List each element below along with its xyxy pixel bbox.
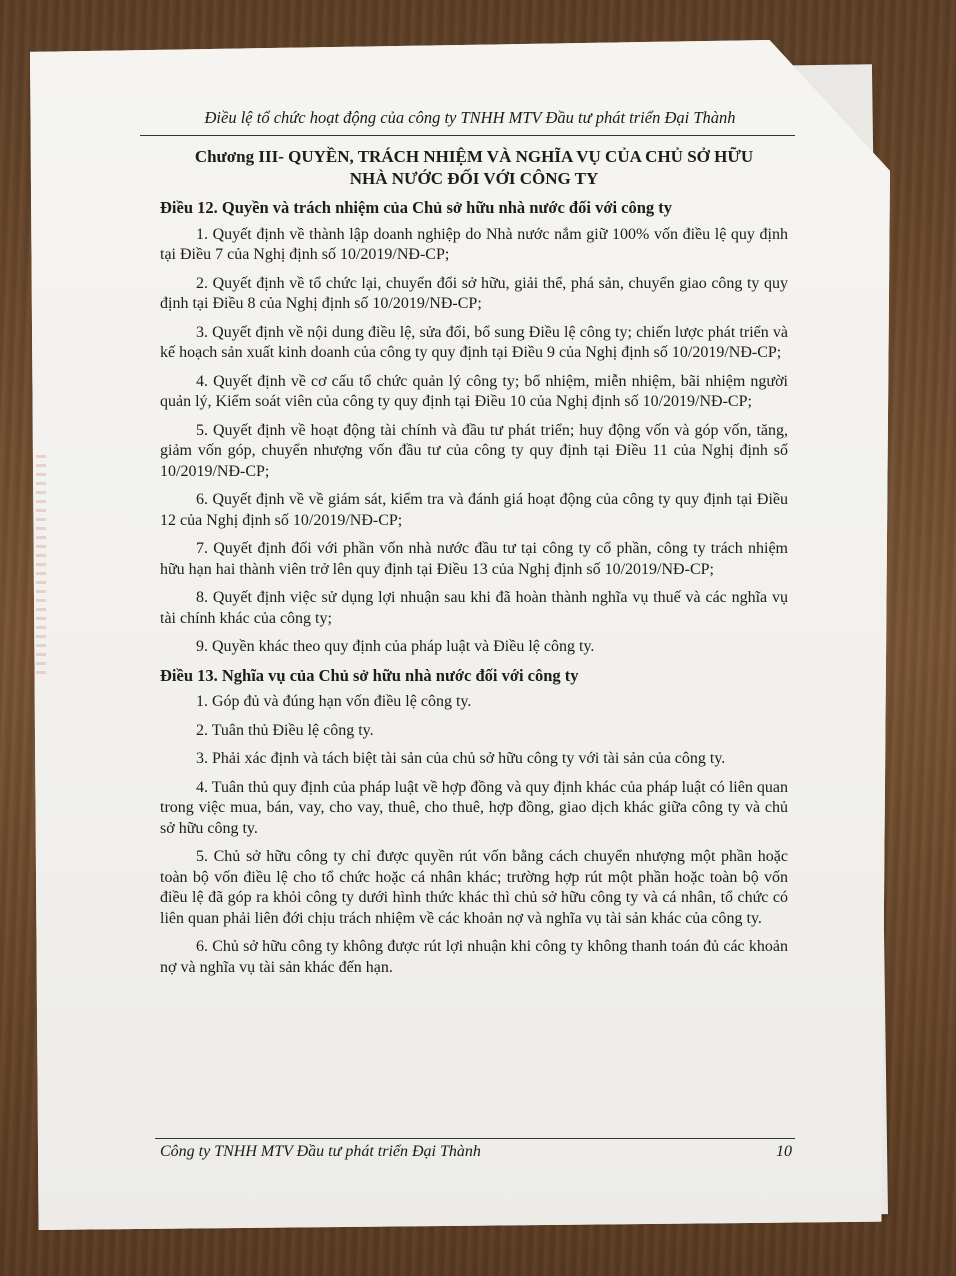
- footer-company: Công ty TNHH MTV Đầu tư phát triển Đại Thành: [160, 1143, 481, 1160]
- running-footer: [160, 1143, 792, 1161]
- article-13-item: 2. Tuân thủ Điều lệ công ty.: [196, 721, 374, 739]
- page-number: 10: [776, 1143, 792, 1160]
- article-12-heading: Điều 12. Quyền và trách nhiệm của Chủ sở hữu nhà nước đối với công ty: [160, 198, 673, 217]
- chapter-title-line-2: NHÀ NƯỚC ĐỐI VỚI CÔNG TY: [349, 169, 599, 188]
- article-12-item: 9. Quyền khác theo quy định của pháp luật và Điều lệ công ty.: [196, 638, 595, 655]
- footer-divider: [155, 1138, 795, 1139]
- chapter-title-line-1: Chương III- QUYỀN, TRÁCH NHIỆM VÀ NGHĨA VỤ CỦA CHỦ SỞ HỮU: [194, 147, 754, 166]
- article-13-heading: Điều 13. Nghĩa vụ của Chủ sở hữu nhà nước đối với công ty: [160, 665, 579, 685]
- article-12-item: 4. Quyết định về cơ cấu tổ chức quản lý công ty; bổ nhiệm, miễn nhiệm, bãi nhiệm người quản lý, Kiểm soát viên của công ty quy định tại Điều 10 của Nghị định số 10/2019/NĐ-CP;: [160, 372, 788, 410]
- article-12-item: 8. Quyết định việc sử dụng lợi nhuận sau khi đã hoàn thành nghĩa vụ thuế và các nghĩa vụ tài chính khác của công ty;: [160, 589, 788, 627]
- article-13-item: 3. Phải xác định và tách biệt tài sản của chủ sở hữu công ty với tài sản của công ty.: [196, 750, 726, 767]
- document-body: [160, 142, 788, 986]
- side-stamp-marks: [36, 455, 46, 675]
- article-12-item: 1. Quyết định về thành lập doanh nghiệp do Nhà nước nắm giữ 100% vốn điều lệ quy định tại Điều 7 của Nghị định số 10/2019/NĐ-CP;: [160, 225, 788, 263]
- running-header: Điều lệ tổ chức hoạt động của công ty TNHH MTV Đầu tư phát triển Đại Thành: [204, 108, 736, 127]
- article-13-item: 6. Chủ sở hữu công ty không được rút lợi nhuận khi công ty không thanh toán đủ các khoản nợ và nghĩa vụ tài sản khác đến hạn.: [160, 938, 788, 976]
- article-12-item: 5. Quyết định về hoạt động tài chính và đầu tư phát triển; huy động vốn và góp vốn, tăng, giảm vốn góp, chuyển nhượng vốn đầu tư của công ty quy định tại Điều 11 của Nghị định số 10/2019/NĐ-CP;: [160, 421, 788, 480]
- article-12-item: 3. Quyết định về nội dung điều lệ, sửa đổi, bổ sung Điều lệ công ty; chiến lược phát triển và kế hoạch sản xuất kinh doanh của công ty quy định tại Điều 9 của Nghị định số 10/2019/NĐ-CP;: [160, 323, 788, 361]
- chapter-title: [160, 146, 788, 190]
- article-13-item: 1. Góp đủ và đúng hạn vốn điều lệ công ty.: [196, 693, 472, 710]
- article-13-item: 4. Tuân thủ quy định của pháp luật về hợp đồng và quy định khác của pháp luật có liên quan trong việc mua, bán, vay, cho vay, thuê, cho thuê, hợp đồng, giao dịch khác giữa công ty và chủ sở hữu công ty.: [160, 778, 788, 837]
- article-12-item: 6. Quyết định về về giám sát, kiểm tra và đánh giá hoạt động của công ty quy định tại Điều 12 của Nghị định số 10/2019/NĐ-CP;: [160, 491, 788, 529]
- article-13-item: 5. Chủ sở hữu công ty chỉ được quyền rút vốn bằng cách chuyển nhượng một phần hoặc toàn bộ vốn điều lệ cho tổ chức hoặc cá nhân khác; trường hợp rút một phần hoặc toàn bộ vốn điều lệ đã góp ra khỏi công ty dưới hình thức khác thì chủ sở hữu công ty và cá nhân, tổ chức có liên quan phải liên đới chịu trách nhiệm về các khoản nợ và nghĩa vụ tài sản khác của công ty.: [160, 848, 788, 927]
- header-divider: [140, 135, 795, 136]
- article-12-item: 2. Quyết định về tổ chức lại, chuyển đổi sở hữu, giải thể, phá sản, chuyển giao công ty quy định tại Điều 8 của Nghị định số 10/2019/NĐ-CP;: [160, 274, 788, 312]
- article-12-item: 7. Quyết định đối với phần vốn nhà nước đầu tư tại công ty cổ phần, công ty trách nhiệm hữu hạn hai thành viên trở lên quy định tại Điều 13 của Nghị định số 10/2019/NĐ-CP;: [160, 540, 788, 578]
